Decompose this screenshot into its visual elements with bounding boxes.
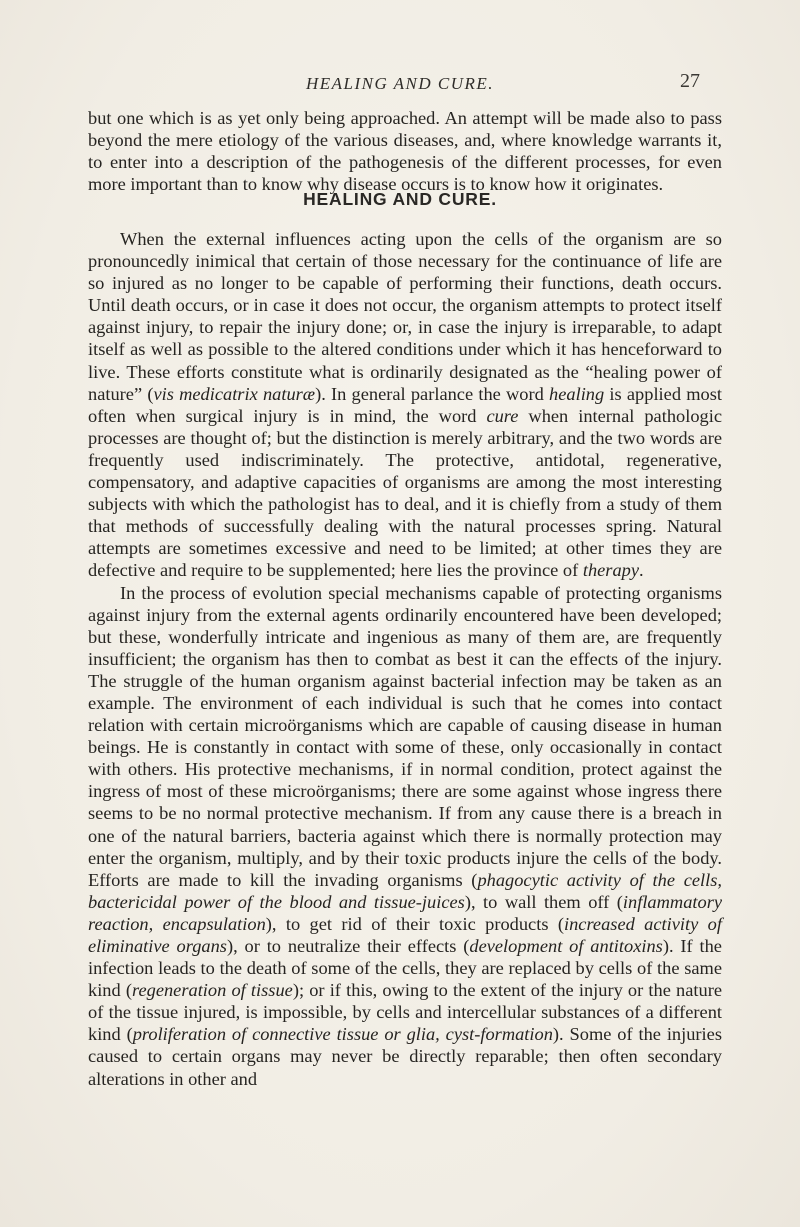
paragraph-evolution xyxy=(88,582,722,1090)
italic-run: development of antitoxins xyxy=(469,936,663,956)
italic-run: inflammatory reaction, encapsulation xyxy=(88,891,723,934)
section-body xyxy=(88,228,722,1090)
term-healing: healing xyxy=(549,383,605,404)
text-run: ), or to neutralize their effects ( xyxy=(226,936,470,956)
page-number: 27 xyxy=(680,70,700,92)
text-run: When the external influences acting upon the cells of the organism are so pronouncedly inimical that certain of those necessary for the continuance of life are so injured as no longer to be capable of performing their functions, death occurs. Until death occurs, or in case it does not occur, the organism attempts to protect itself against injury, to repair the injury done; or, in case the injury is irreparable, to adapt itself as well as possible to the altered conditions under which it has henceforward to live. These efforts constitute what is ordinarily designated as the “healing power of nature” ( xyxy=(88,229,722,404)
text-run: ). Some of the injuries caused to certain organs may never be directly reparable; then often secondary alterations in other and xyxy=(88,1024,722,1089)
text-run: when internal pathologic processes are thought of; but the distinction is merely arbitrary, and the two words are frequently used indiscriminately. The protective, antidotal, regenerative, compensatory, and adaptive capacities of organisms are among the most interesting subjects with which the pathologist has to deal, and it is chiefly from a study of them that methods of successfully dealing with the natural processes spring. Natural attempts are sometimes excessive and need to be limited; at other times they are defective and require to be supplemented; here lies the province of xyxy=(88,405,722,581)
text-run: ); or if this, owing to the extent of the injury or the nature of the tissue injured, is impossible, by cells and intercellular substances of a different kind ( xyxy=(88,980,722,1045)
italic-run: phagocytic activity of the cells, bactericidal power of the blood and tissue-juices xyxy=(88,869,722,912)
text-run: In the process of evolution special mechanisms capable of protecting organisms against injury from the external agents ordinarily encountered have been developed; but these, wonderfully intricate and ingenious as many of them are, are frequently insufficient; the organism has then to combat as best it can the effects of the injury. The struggle of the human organism against bacterial infection may be taken as an example. The environment of each individual is such that he comes into contact relation with certain microörganisms which are capable of causing disease in human beings. He is constantly in contact with some of these, only occasionally in contact with others. His protective mechanisms, if in normal condition, protect against the ingress of most of these microörganisms; there are some against whose ingress there seems to be no normal protective mechanism. If from any cause there is a breach in one of the natural barriers, bacteria against which there is normally protection may enter the organism, multiply, and by their toxic products injure the cells of the body. Efforts are made to kill the invading organisms ( xyxy=(88,582,722,890)
running-title: HEALING AND CURE. xyxy=(305,74,495,93)
italic-run: increased activity of eliminative organs xyxy=(88,913,722,956)
text-run: . xyxy=(639,560,644,581)
italic-run: regeneration of tissue xyxy=(131,980,293,1001)
text-run: ). If the infection leads to the death of some of the cells, they are replaced by cells of the same kind ( xyxy=(88,936,722,1001)
paragraph-healing-power xyxy=(88,228,722,582)
continuation-paragraph-block xyxy=(88,107,722,195)
text-run: is applied most often when surgical injury is in mind, the word xyxy=(88,383,722,426)
italic-run: proliferation of connective tissue or glia, cyst-formation xyxy=(132,1024,553,1045)
term-cure: cure xyxy=(486,405,519,426)
text-run: ), to get rid of their toxic products ( xyxy=(265,913,564,934)
latin-term: vis medicatrix naturæ xyxy=(153,383,316,404)
continuation-text: but one which is as yet only being approached. An attempt will be made also to pass beyond the mere etiology of the various diseases, and, where knowledge warrants it, to enter into a description of the pathogenesis of the different processes, for even more important than to know why disease occurs is to know how it originates. xyxy=(88,108,722,195)
term-therapy: therapy xyxy=(582,560,640,581)
running-head xyxy=(0,70,800,100)
text-run: ), to wall them off ( xyxy=(464,891,623,912)
continuation-paragraph xyxy=(88,107,722,195)
text-run: ). In general parlance the word xyxy=(315,383,550,404)
section-heading: HEALING AND CURE. xyxy=(303,189,497,209)
